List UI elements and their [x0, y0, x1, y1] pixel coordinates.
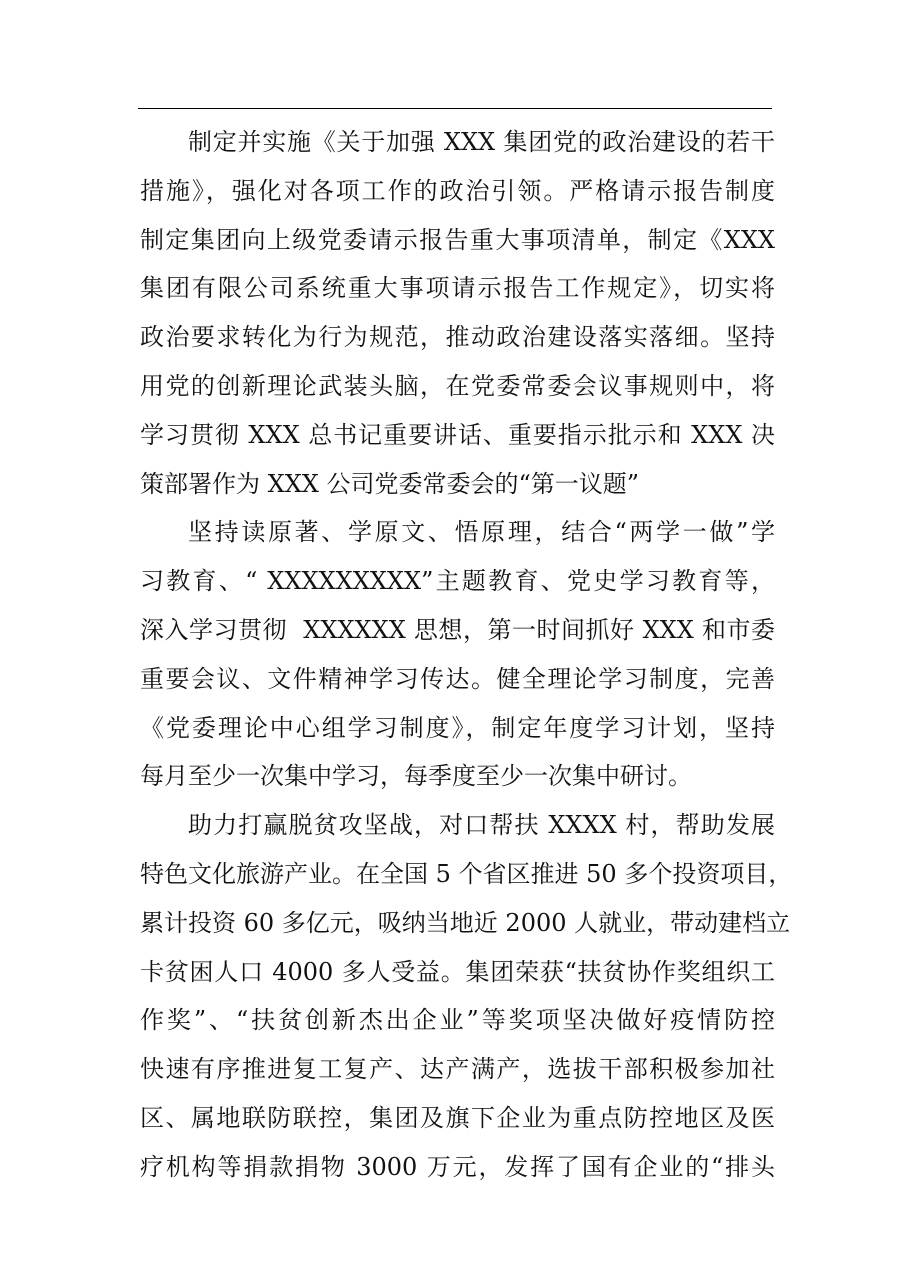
paragraph-3 [140, 801, 793, 1191]
text-line: 用党的创新理论武装头脑，在党委常委会议事规则中，将 [140, 371, 775, 400]
text-line: 累计投资 60 多亿元，吸纳当地近 2000 人就业，带动建档立 [140, 908, 791, 937]
text-line: 制定并实施《关于加强 XXX 集团党的政治建设的若干 [188, 128, 775, 156]
header-rule [138, 108, 772, 109]
text-line: 制定集团向上级党委请示报告重大事项清单，制定《XXX [140, 225, 775, 254]
text-line: 作奖”、“扶贫创新杰出企业”等奖项坚决做好疫情防控 [140, 1006, 775, 1035]
text-line: 集团有限公司系统重大事项请示报告工作规定》，切实将 [140, 274, 775, 303]
text-line: 措施》，强化对各项工作的政治引领。严格请示报告制度 [140, 176, 775, 205]
paragraph-1 [140, 118, 775, 508]
text-line: 特色文化旅游产业。在全国 5 个省区推进 50 多个投资项目， [140, 859, 793, 888]
text-line: 助力打赢脱贫攻坚战，对口帮扶 XXXX 村，帮助发展 [188, 811, 775, 840]
text-line: 《党委理论中心组学习制度》，制定年度学习计划，坚持 [140, 713, 775, 742]
text-line: 疗机构等捐款捐物 3000 万元，发挥了国有企业的“排头 [140, 1152, 775, 1181]
text-line: 坚持读原著、学原文、悟原理，结合“两学一做”学 [188, 518, 775, 547]
text-line: 每月至少一次集中学习，每季度至少一次集中研讨。 [140, 762, 692, 791]
text-line: 政治要求转化为行为规范，推动政治建设落实落细。坚持 [140, 323, 775, 352]
text-line: 重要会议、文件精神学习传达。健全理论学习制度，完善 [140, 664, 775, 693]
text-line: 策部署作为 XXX 公司党委常委会的“第一议题” [140, 469, 640, 498]
text-line: 区、属地联防联控，集团及旗下企业为重点防控地区及医 [140, 1103, 775, 1132]
text-line: 习教育、“ XXXXXXXXX”主题教育、党史学习教育等， [140, 567, 775, 596]
paragraph-2 [140, 508, 775, 801]
text-line: 卡贫困人口 4000 多人受益。集团荣获“扶贫协作奖组织工 [140, 957, 775, 986]
body-text [140, 118, 793, 1192]
text-line: 快速有序推进复工复产、达产满产，选拔干部积极参加社 [140, 1055, 775, 1084]
text-line: 深入学习贯彻 XXXXXX 思想，第一时间抓好 XXX 和市委 [140, 615, 775, 644]
text-line: 学习贯彻 XXX 总书记重要讲话、重要指示批示和 XXX 决 [140, 420, 775, 449]
